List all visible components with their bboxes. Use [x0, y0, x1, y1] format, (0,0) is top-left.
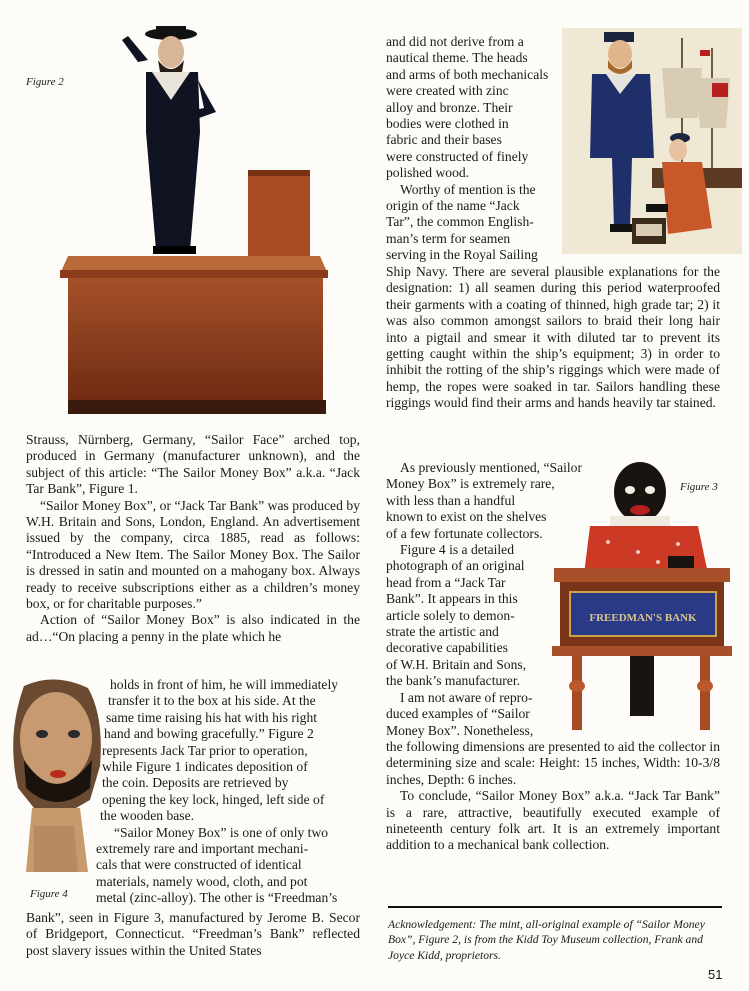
text-line: man’s term for seamen: [386, 230, 511, 246]
text-line: holds in front of him, he will immediately: [110, 677, 339, 692]
text-line: materials, namely wood, cloth, and pot: [96, 873, 308, 889]
text-line: the coin. Deposits are retrieved by: [102, 775, 289, 791]
left-column-top-text: [26, 432, 360, 645]
freedmans-bank-illustration: [548, 456, 734, 738]
text-line: decorative capabilities: [386, 640, 508, 656]
paragraph: To conclude, “Sailor Money Box” a.k.a. “Jack Tar Bank” is a rare, attractive, beautifully executed example of nineteenth century folk art. It is an extremely important addition to a mechanical bank collection.: [386, 788, 720, 853]
left-column-figure4-text: [96, 677, 360, 907]
text-line: of W.H. Britain and Sons,: [386, 656, 527, 672]
figure-2-caption: Figure 2: [26, 76, 64, 88]
freedmans-bank-sign: FREEDMAN'S BANK: [589, 612, 697, 624]
text-line: the wooden base.: [100, 808, 194, 824]
text-line: same time raising his hat with his right: [106, 709, 318, 725]
text-line: Tar”, the common English-: [386, 214, 534, 230]
text-line: opening the key lock, hinged, left side of: [102, 791, 325, 807]
text-line: bodies were clothed in: [386, 116, 509, 132]
acknowledgement-divider: [388, 906, 722, 908]
text-line: while Figure 1 indicates deposition of: [102, 759, 308, 775]
sailor-money-box-illustration: [58, 22, 330, 416]
text-line: metal (zinc-alloy). The other is “Freedman’s: [96, 890, 338, 906]
text-line: the bank’s manufacturer.: [386, 673, 520, 689]
text-line: “Sailor Money Box” is one of only two: [114, 824, 329, 840]
figure-3-caption: Figure 3: [680, 481, 718, 493]
figure-4-photo: [4, 676, 106, 878]
text-line: polished wood.: [386, 165, 470, 181]
text-line: strate the artistic and: [386, 624, 499, 640]
text-line: hand and bowing gracefully.” Figure 2: [104, 726, 314, 742]
text-line: duced examples of “Sailor: [386, 706, 530, 722]
paragraph: the following dimensions are presented to aid the collector in determining size and scale: Height: 15 inches, Width: 10-3/8 inches, Depth: 6 inches.: [386, 739, 720, 787]
figure-2-photo: [58, 22, 330, 416]
paragraph: Ship Navy. There are several plausible explanations for the designation: 1) all seamen during this period waterproofed their garments with a coating of thinned, high grade tar; 2) it was also common amongst sailors to braid their long hair into a pigtail and smear it with diluted tar to prevent its getting caught within the ship’s equipment; 3) in order to inhibit the rotting of the ship’s riggings which were made of hemp, the ropes were soaked in tar. Sailors handling these riggings would find their arms and hands heavily tar stained.: [386, 264, 720, 411]
text-line: known to exist on the shelves: [386, 509, 547, 525]
text-line: nautical theme. The heads: [386, 50, 528, 66]
page-number: 51: [708, 967, 723, 982]
figure-4-caption: Figure 4: [30, 888, 68, 900]
text-line: head from a “Jack Tar: [386, 574, 506, 590]
text-line: I am not aware of repro-: [400, 689, 533, 705]
figure-1-illustration: [562, 28, 742, 254]
text-line: Money Box” is extremely rare,: [386, 476, 555, 492]
right-column-bottom-text: [386, 739, 720, 854]
text-line: with less than a handful: [386, 492, 516, 508]
text-line: Money Box”. Nonetheless,: [386, 722, 534, 738]
text-line: photograph of an original: [386, 558, 525, 574]
paragraph: Bank”, seen in Figure 3, manufactured by Jerome B. Secor of Bridgeport, Connecticut. “Freedman’s Bank” reflected post slavery issues within the United States: [26, 910, 360, 958]
text-line: cals that were constructed of identical: [96, 857, 302, 873]
text-line: Worthy of mention is the: [400, 181, 536, 197]
text-line: As previously mentioned, “Sailor: [400, 460, 582, 475]
paragraph: “Sailor Money Box”, or “Jack Tar Bank” was produced by W.H. Britain and Sons, London, England. An advertisement issued by the company, circa 1885, read as follows: “Introduced a New Item. The Sailor Money Box. The Sailor is dressed in satin and mounted on a mahogany box. Always ready to receive subscriptions either as a children’s money box, or for charitable purposes.”: [26, 497, 360, 612]
paragraph: Strauss, Nürnberg, Germany, “Sailor Face” arched top, produced in Germany (manufacturer unknown), and the subject of this article: “The Sailor Money Box” a.k.a. “Jack Tar Bank”, Figure 1.: [26, 432, 360, 497]
text-line: transfer it to the box at his side. At the: [108, 693, 316, 709]
text-line: Figure 4 is a detailed: [400, 542, 515, 558]
text-line: alloy and bronze. Their: [386, 99, 513, 115]
text-line: Bank”. It appears in this: [386, 591, 518, 607]
text-line: fabric and their bases: [386, 132, 502, 148]
text-line: serving in the Royal Sailing: [386, 247, 538, 263]
text-line: article solely to demon-: [386, 607, 515, 623]
jack-tar-print-illustration: [562, 28, 742, 254]
text-line: extremely rare and important mechani-: [96, 841, 309, 857]
text-line: represents Jack Tar prior to operation,: [102, 742, 308, 758]
text-line: and did not derive from a: [386, 34, 524, 49]
acknowledgement: Acknowledgement: The mint, all-original example of “Sailor Money Box”, Figure 2, is from the Kidd Toy Museum collection, Frank and Joyce Kidd, proprietors.: [388, 918, 705, 962]
text-line: and arms of both mechanicals: [386, 66, 549, 82]
text-line: were created with zinc: [386, 83, 509, 99]
text-line: were constructed of finely: [386, 148, 529, 164]
figure-3-photo: [548, 456, 734, 738]
left-column-bottom-text: [26, 910, 360, 959]
text-line: of a few fortunate collectors.: [386, 525, 543, 541]
paragraph: Action of “Sailor Money Box” is also indicated in the ad…“On placing a penny in the plate which he: [26, 612, 360, 644]
right-column-top-text: [386, 34, 570, 264]
right-column-middle-text: [386, 264, 720, 412]
text-line: origin of the name “Jack: [386, 198, 520, 214]
sailor-head-illustration: [4, 676, 106, 878]
